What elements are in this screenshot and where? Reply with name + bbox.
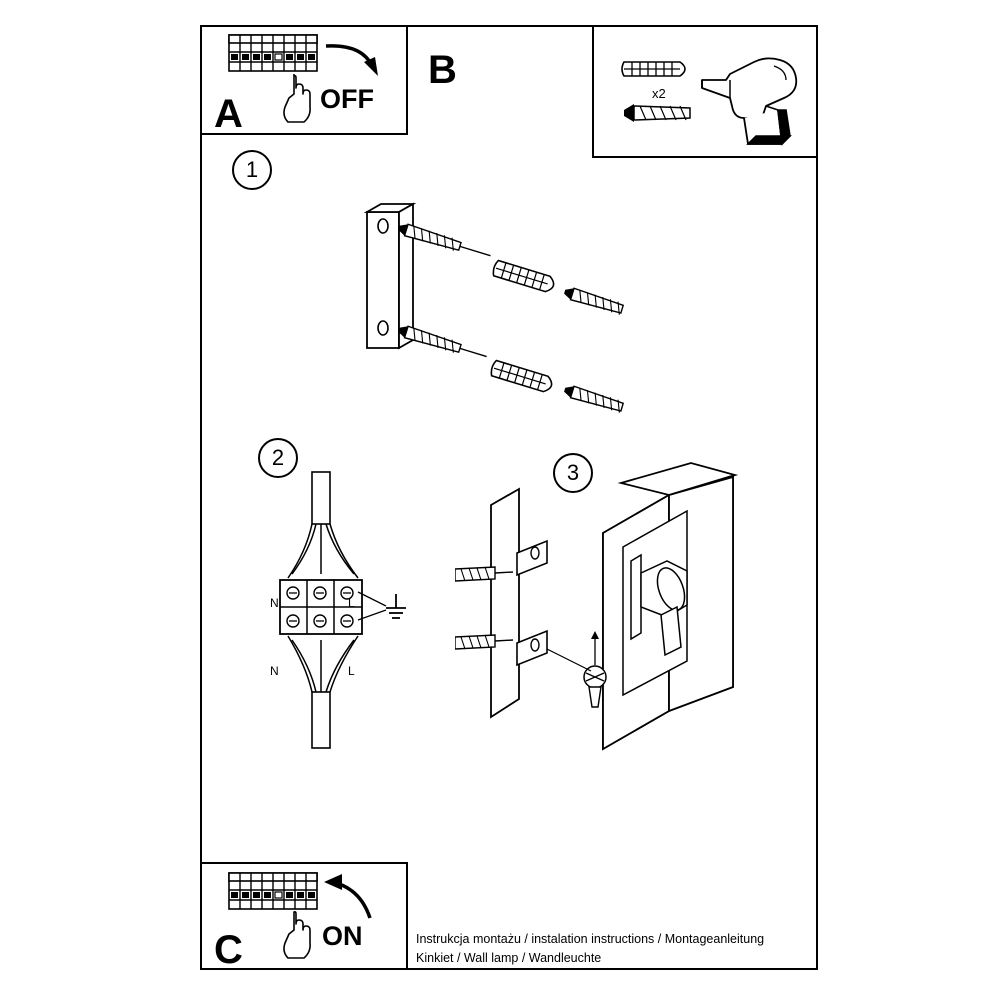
step-3-number: 3 [566,460,580,485]
terminal-label-l-top: L [348,596,355,610]
step-2-number: 2 [271,445,285,470]
tool-quantity-label: x2 [652,86,666,101]
screw-icon [620,102,698,124]
terminal-label-n-top: N [270,596,279,610]
panel-c-action-label: ON [322,921,363,951]
curved-arrow-icon [320,874,386,922]
power-drill-icon [700,40,810,150]
terminal-label-l-bottom: L [348,664,355,678]
lamp-assembly-illustration [455,455,785,775]
hand-pointing-icon [278,910,318,962]
footer-line-2: Kinkiet / Wall lamp / Wandleuchte [416,951,602,966]
hand-pointing-icon [278,74,318,126]
step-1-number: 1 [245,157,259,182]
step-1-badge [232,150,272,190]
bracket-and-fixings-illustration [355,200,715,420]
panel-c-letter: C [214,928,243,972]
panel-b-letter: B [428,48,457,92]
panel-a-letter: A [214,92,243,136]
terminal-wiring-illustration [258,470,408,770]
footer-text [416,930,806,969]
footer-line-1: Instrukcja montażu / instalation instructions / Montageanleitung [416,932,765,946]
curved-arrow-icon [322,40,388,84]
terminal-label-n-bottom: N [270,664,279,678]
panel-a-action-label: OFF [320,84,374,114]
wall-plug-icon [620,56,692,82]
